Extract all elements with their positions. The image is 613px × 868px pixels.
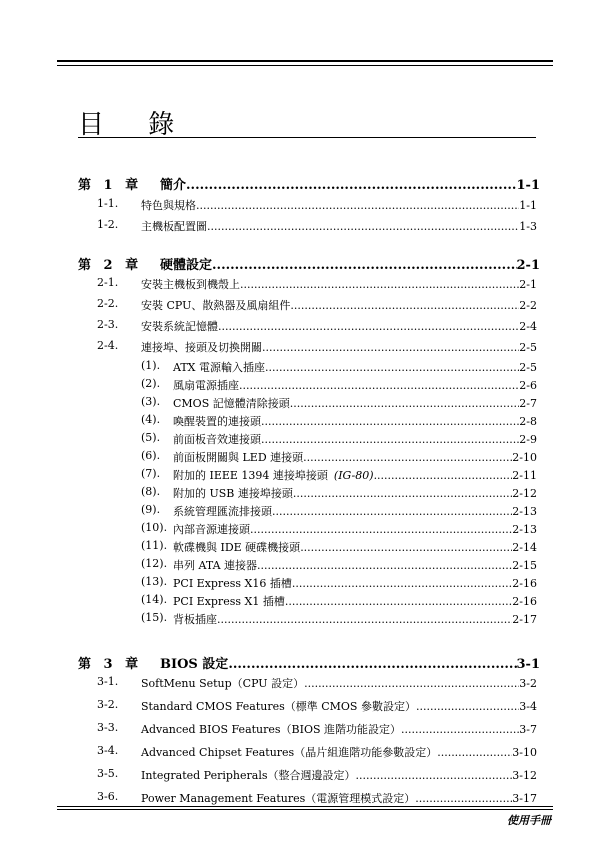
leader-dots: [374, 469, 513, 482]
entry-page-number: 2-10: [512, 451, 537, 464]
toc-entry[interactable]: [141, 698, 537, 714]
leader-dots: [303, 451, 512, 464]
toc-entry[interactable]: [141, 197, 537, 213]
entry-title: 內部音源連接頭: [173, 523, 250, 536]
toc-entry[interactable]: [173, 377, 537, 393]
entry-page-number: 3-17: [512, 792, 537, 805]
entry-number: 2-3.: [97, 318, 119, 331]
entry-number: 2-4.: [97, 339, 119, 352]
entry-page-number: 2-16: [512, 577, 537, 590]
toc-entry[interactable]: [173, 503, 537, 519]
leader-dots: [290, 299, 519, 312]
entry-title: Integrated Peripherals（整合週邊設定）: [141, 769, 356, 782]
entry-page-number: 2-5: [519, 341, 537, 354]
toc-entry[interactable]: [141, 276, 537, 292]
entry-number: (5).: [141, 431, 161, 444]
leader-dots: [437, 746, 512, 759]
toc-entry[interactable]: [173, 611, 537, 627]
toc-entry[interactable]: [173, 431, 537, 447]
entry-page-number: 1-1: [519, 199, 537, 212]
top-rule-thick: [57, 60, 553, 62]
entry-page-number: 2-15: [512, 559, 537, 572]
entry-title: Standard CMOS Features（標準 CMOS 參數設定）: [141, 700, 416, 713]
entry-title: 連接埠、接頭及切換開關: [141, 341, 262, 354]
toc-entry[interactable]: [141, 721, 537, 737]
entry-number: (12).: [141, 557, 168, 570]
leader-dots: [290, 397, 520, 410]
entry-title: Advanced BIOS Features（BIOS 進階功能設定）: [141, 723, 402, 736]
toc-entry[interactable]: [141, 767, 537, 783]
toc-entry[interactable]: [173, 467, 537, 483]
entry-title: 風扇電源插座: [173, 379, 239, 392]
chapter-entry[interactable]: [160, 254, 540, 273]
entry-page-number: 3-4: [519, 700, 537, 713]
leader-dots: [293, 487, 512, 500]
entry-title: SoftMenu Setup（CPU 設定）: [141, 677, 305, 690]
leader-dots: [415, 792, 512, 805]
entry-title: 主機板配置圖: [141, 220, 207, 233]
toc-entry[interactable]: [141, 218, 537, 234]
leader-dots: [304, 677, 519, 690]
entry-number: (2).: [141, 377, 161, 390]
entry-page-number: 2-14: [512, 541, 537, 554]
entry-number: 3-2.: [97, 698, 119, 711]
entry-page-number: 3-2: [519, 677, 537, 690]
entry-title: 串列 ATA 連接器: [173, 559, 258, 572]
chapter-page-number: 3-1: [516, 657, 540, 672]
entry-page-number: 2-13: [512, 505, 537, 518]
entry-page-number: 2-11: [512, 469, 537, 482]
chapter-label: 第 3 章: [78, 657, 143, 672]
toc-entry[interactable]: [173, 593, 537, 609]
toc-entry[interactable]: [173, 485, 537, 501]
entry-title: 系統管理匯流排接頭: [173, 505, 272, 518]
chapter-label: 第 1 章: [78, 178, 143, 193]
entry-page-number: 2-4: [519, 320, 537, 333]
leader-dots: [257, 559, 512, 572]
entry-page-number: 2-8: [519, 415, 537, 428]
entry-title: 軟碟機與 IDE 硬碟機接頭: [173, 541, 301, 554]
chapter-label: 第 2 章: [78, 258, 143, 273]
entry-page-number: 2-12: [512, 487, 537, 500]
leader-dots: [272, 505, 512, 518]
entry-page-number: 2-9: [519, 433, 537, 446]
entry-title: PCI Express X16 插槽: [173, 577, 292, 590]
leader-dots: [228, 657, 516, 672]
leader-dots: [356, 769, 513, 782]
leader-dots: [300, 541, 512, 554]
entry-page-number: 2-13: [512, 523, 537, 536]
page-title: 目 錄: [78, 110, 193, 140]
entry-page-number: 2-7: [519, 397, 537, 410]
leader-dots: [207, 220, 519, 233]
leader-dots: [212, 258, 516, 273]
entry-title: 前面板開關與 LED 連接頭: [173, 451, 304, 464]
entry-page-number: 2-16: [512, 595, 537, 608]
leader-dots: [261, 433, 519, 446]
entry-number: (6).: [141, 449, 161, 462]
entry-number: 3-4.: [97, 744, 119, 757]
toc-entry[interactable]: [141, 318, 537, 334]
entry-title: ATX 電源輸入插座: [173, 361, 266, 374]
entry-title: 安裝 CPU、散熱器及風扇組件: [141, 299, 291, 312]
entry-page-number: 3-10: [512, 746, 537, 759]
entry-page-number: 2-1: [519, 278, 537, 291]
chapter-page-number: 1-1: [516, 178, 540, 193]
entry-number: (10).: [141, 521, 168, 534]
entry-number: 3-6.: [97, 790, 119, 803]
entry-number: (3).: [141, 395, 161, 408]
entry-title: 附加的 USB 連接埠接頭: [173, 487, 293, 500]
toc-entry[interactable]: [141, 790, 537, 806]
title-underline: [78, 137, 536, 138]
top-rule-thin: [57, 65, 553, 66]
chapter-entry[interactable]: [160, 174, 540, 193]
entry-title: CMOS 記憶體清除接頭: [173, 397, 290, 410]
entry-number: (9).: [141, 503, 161, 516]
leader-dots: [285, 595, 512, 608]
toc-entry[interactable]: [141, 339, 537, 355]
entry-page-number: 1-3: [519, 220, 537, 233]
toc-entry[interactable]: [173, 539, 537, 555]
entry-number: 3-5.: [97, 767, 119, 780]
leader-dots: [217, 613, 512, 626]
leader-dots: [240, 278, 519, 291]
leader-dots: [262, 341, 519, 354]
entry-page-number: 3-12: [512, 769, 537, 782]
entry-title: 特色與規格: [141, 199, 196, 212]
entry-title: 安裝系統記憶體: [141, 320, 218, 333]
toc-entry[interactable]: [173, 521, 537, 537]
entry-number: 1-1.: [97, 197, 119, 210]
entry-number: (4).: [141, 413, 161, 426]
entry-title: 喚醒裝置的連接頭: [173, 415, 261, 428]
toc-entry[interactable]: [173, 413, 537, 429]
entry-number: 3-3.: [97, 721, 119, 734]
toc-entry[interactable]: [173, 449, 537, 465]
entry-title: 安裝主機板到機殼上: [141, 278, 240, 291]
toc-entry[interactable]: [141, 675, 537, 691]
leader-dots: [261, 415, 519, 428]
entry-number: (13).: [141, 575, 168, 588]
chapter-title: 簡介: [160, 178, 187, 193]
toc-entry[interactable]: [173, 575, 537, 591]
bottom-rule-2: [57, 809, 553, 810]
entry-page-number: 2-17: [512, 613, 537, 626]
leader-dots: [416, 700, 519, 713]
bottom-rule: [57, 806, 553, 807]
entry-number: (11).: [141, 539, 168, 552]
entry-title: Advanced Chipset Features（晶片組進階功能參數設定）: [141, 746, 438, 759]
leader-dots: [265, 361, 519, 374]
entry-page-number: 3-7: [519, 723, 537, 736]
leader-dots: [401, 723, 519, 736]
entry-title: 附加的 IEEE 1394 連接埠接頭: [173, 469, 328, 482]
entry-number: 3-1.: [97, 675, 119, 688]
leader-dots: [239, 379, 519, 392]
leader-dots: [292, 577, 512, 590]
entry-page-number: 2-5: [519, 361, 537, 374]
chapter-title: 硬體設定: [160, 258, 213, 273]
toc-entry[interactable]: [173, 395, 537, 411]
entry-title: PCI Express X1 插槽: [173, 595, 285, 608]
entry-number: 1-2.: [97, 218, 119, 231]
entry-number: (8).: [141, 485, 161, 498]
toc-entry[interactable]: [141, 744, 537, 760]
entry-number: (7).: [141, 467, 161, 480]
entry-number: 2-1.: [97, 276, 119, 289]
leader-dots: [196, 199, 519, 212]
leader-dots: [186, 178, 516, 193]
chapter-title: BIOS 設定: [160, 657, 229, 672]
footer-label: 使用手冊: [507, 814, 551, 827]
entry-title: 前面板音效連接頭: [173, 433, 261, 446]
entry-number: (14).: [141, 593, 168, 606]
leader-dots: [218, 320, 519, 333]
entry-number: 2-2.: [97, 297, 119, 310]
entry-number: (1).: [141, 359, 161, 372]
toc-entry[interactable]: [141, 297, 537, 313]
toc-entry[interactable]: [173, 557, 537, 573]
entry-page-number: 2-2: [519, 299, 537, 312]
entry-number: (15).: [141, 611, 168, 624]
chapter-page-number: 2-1: [516, 258, 540, 273]
entry-title: 背板插座: [173, 613, 217, 626]
chapter-entry[interactable]: [160, 653, 540, 672]
entry-title: Power Management Features（電源管理模式設定）: [141, 792, 416, 805]
entry-page-number: 2-6: [519, 379, 537, 392]
toc-entry[interactable]: [173, 359, 537, 375]
entry-model-note: (IG-80): [333, 469, 374, 482]
leader-dots: [250, 523, 512, 536]
